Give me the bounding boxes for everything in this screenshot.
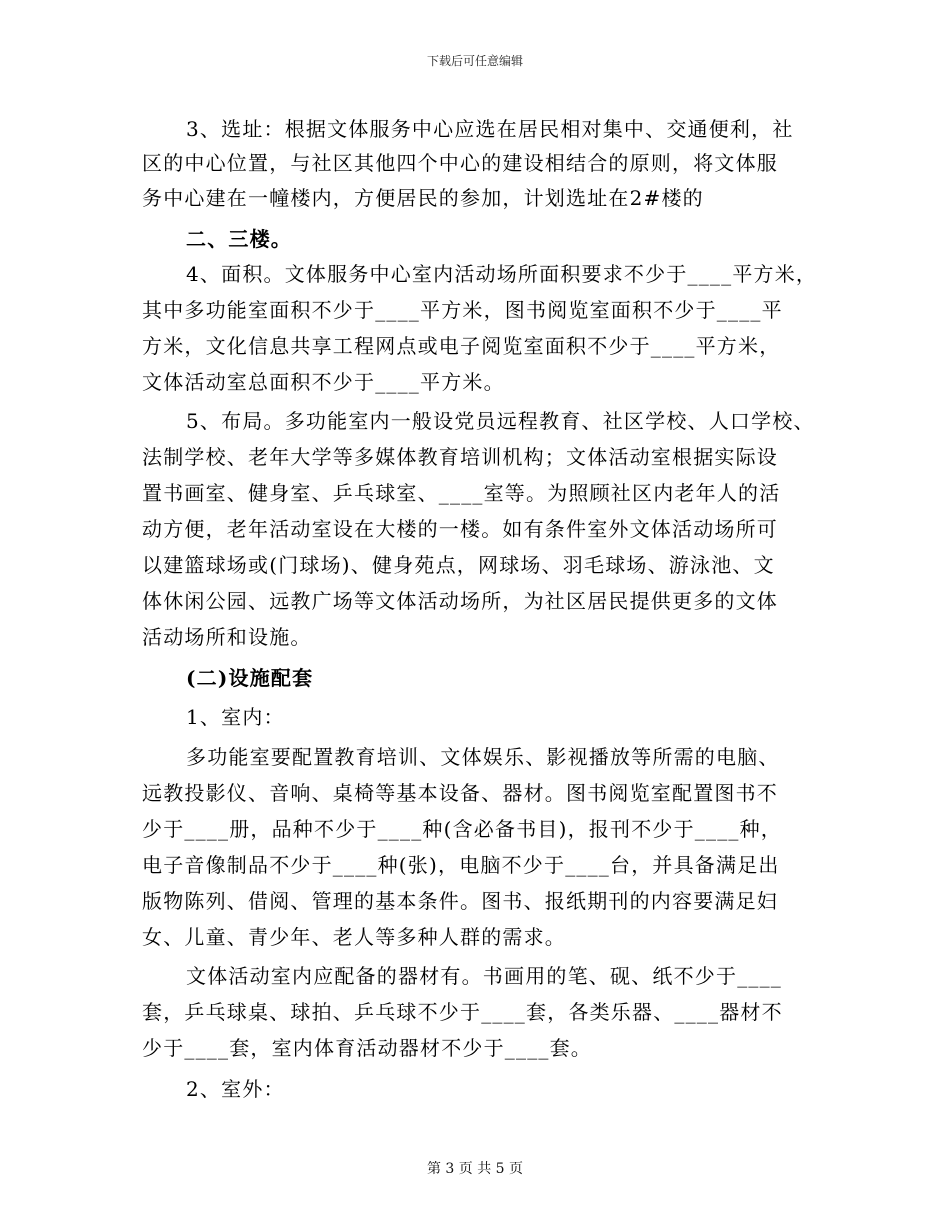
text-line: 4、面积。文体服务中心室内活动场所面积要求不少于____平方米，: [186, 262, 818, 286]
text-line: 3、选址：根据文体服务中心应选在居民相对集中、交通便利，社: [186, 117, 794, 141]
text-line: 以建篮球场或(门球场)、健身苑点，网球场、羽毛球场、游泳池、文: [142, 553, 775, 577]
text-line: 多功能室要配置教育培训、文体娱乐、影视播放等所需的电脑、: [186, 745, 780, 769]
text-line: 方米，文化信息共享工程网点或电子阅览室面积不少于____平方米，: [142, 334, 781, 358]
text-line: 二、三楼。: [186, 227, 292, 251]
text-line: 套，乒乓球桌、球拍、乒乓球不少于____套，各类乐器、____器材不: [142, 1000, 783, 1024]
text-line: 法制学校、老年大学等多媒体教育培训机构；文体活动室根据实际设: [142, 445, 778, 469]
text-line: 区的中心位置，与社区其他四个中心的建设相结合的原则，将文体服: [142, 151, 778, 175]
text-line: 活动场所和设施。: [142, 625, 312, 649]
text-line: 少于____册，品种不少于____种(含必备书目)，报刊不少于____种，: [142, 817, 783, 841]
text-line: 文体活动室总面积不少于____平方米。: [142, 370, 505, 394]
text-line: 1、室内：: [186, 705, 285, 729]
text-line: 远教投影仪、音响、桌椅等基本设备、器材。图书阅览室配置图书不: [142, 781, 778, 805]
page-header: 下载后可任意编辑: [426, 54, 523, 68]
text-line: 版物陈列、借阅、管理的基本条件。图书、报纸期刊的内容要满足妇: [142, 889, 778, 913]
text-line: (二)设施配套: [186, 666, 314, 690]
page-footer: 第 3 页 共 5 页: [426, 1161, 524, 1177]
text-line: 女、儿童、青少年、老人等多种人群的需求。: [142, 925, 566, 949]
text-line: 置书画室、健身室、乒乓球室、____室等。为照顾社区内老年人的活: [142, 481, 781, 505]
text-line: 少于____套，室内体育活动器材不少于____套。: [142, 1036, 592, 1060]
text-line: 务中心建在一幢楼内，方便居民的参加，计划选址在2#楼的: [142, 186, 704, 210]
text-line: 体休闲公园、远教广场等文体活动场所，为社区居民提供更多的文体: [142, 589, 778, 613]
text-line: 电子音像制品不少于____种(张)，电脑不少于____台，并具备满足出: [142, 853, 780, 877]
text-line: 其中多功能室面积不少于____平方米，图书阅览室面积不少于____平: [142, 298, 783, 322]
text-line: 动方便，老年活动室设在大楼的一楼。如有条件室外文体活动场所可: [142, 517, 778, 541]
text-line: 2、室外：: [186, 1077, 285, 1101]
text-line: 文体活动室内应配备的器材有。书画用的笔、砚、纸不少于____: [186, 964, 782, 988]
text-line: 5、布局。多功能室内一般设党员远程教育、社区学校、人口学校、: [186, 409, 815, 433]
